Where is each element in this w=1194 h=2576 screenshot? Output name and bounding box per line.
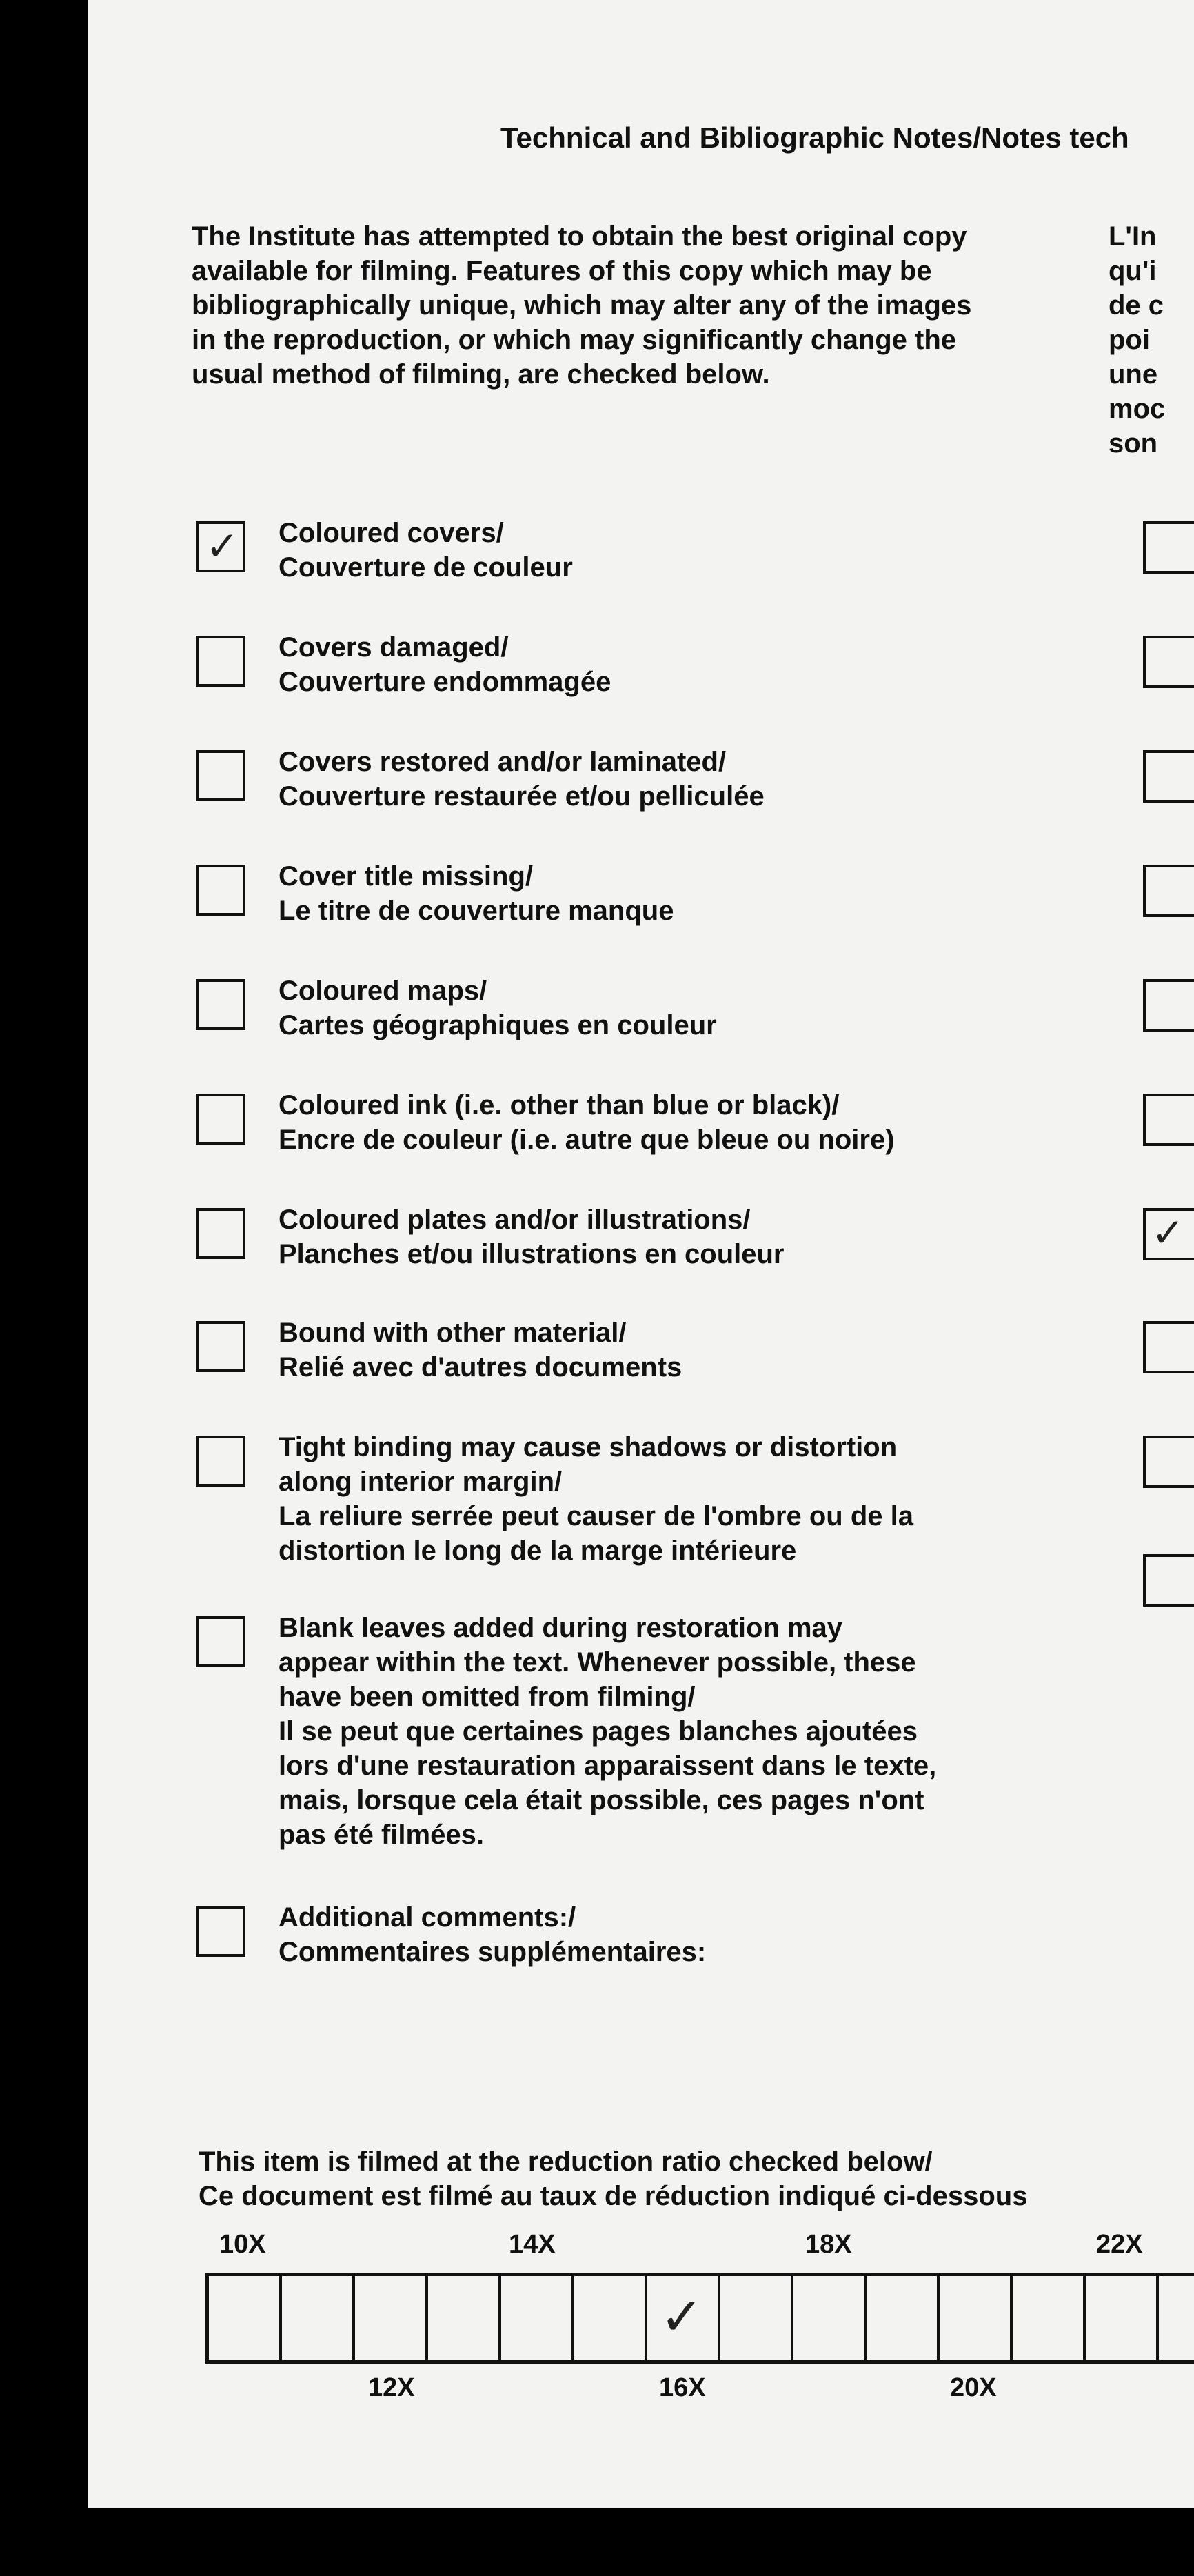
checklist-label: [279, 1611, 936, 1852]
checklist-label: [279, 1900, 706, 1969]
checklist-label-line: Relié avec d'autres documents: [279, 1352, 682, 1382]
checklist-label: [279, 859, 674, 928]
checkbox[interactable]: [1143, 1321, 1194, 1373]
checklist-label: [279, 630, 611, 699]
checklist-label-line: Planches et/ou illustrations en couleur: [279, 1239, 785, 1269]
ratio-label: 20X: [950, 2373, 997, 2402]
reduction-line-french: Ce document est filmé au taux de réduction indiqué ci-dessous: [199, 2181, 1028, 2211]
checkbox[interactable]: [196, 865, 245, 916]
ratio-label: 10X: [219, 2230, 266, 2259]
checkbox[interactable]: [196, 1616, 245, 1667]
checklist-label-line: Covers damaged/: [279, 632, 509, 663]
checkmark-icon: ✓: [205, 524, 239, 569]
ratio-cell[interactable]: [793, 2276, 867, 2360]
checklist-label-line: pas été filmées.: [279, 1820, 484, 1850]
checklist-label-line: lors d'une restauration apparaissent dans le texte,: [279, 1751, 937, 1781]
french-intro-fragment: [1109, 219, 1165, 461]
checklist-label-line: Bound with other material/: [279, 1318, 627, 1348]
checklist-label-line: appear within the text. Whenever possible, these: [279, 1647, 916, 1678]
ratio-label: 22X: [1096, 2230, 1143, 2259]
checklist-label-line: Le titre de couverture manque: [279, 896, 674, 926]
checklist-label-line: distortion le long de la marge intérieure: [279, 1536, 797, 1566]
checklist-label: [279, 974, 717, 1043]
checklist-label-line: Covers restored and/or laminated/: [279, 747, 727, 777]
checklist-label-line: Coloured ink (i.e. other than blue or black)/: [279, 1090, 840, 1120]
ratio-cell[interactable]: [282, 2276, 355, 2360]
ratio-cell[interactable]: [428, 2276, 501, 2360]
intro-paragraph: The Institute has attempted to obtain the best original copy available for filming. Features of this copy which may be bibliographically unique, which may alter any of the images in the reproduction, or which may significantly change the usual method of filming, are checked below.: [192, 221, 972, 390]
checkbox[interactable]: [1143, 865, 1194, 917]
checklist-label-line: Encre de couleur (i.e. autre que bleue ou noire): [279, 1125, 895, 1155]
checkbox[interactable]: [196, 1094, 245, 1145]
checklist-label-line: Cartes géographiques en couleur: [279, 1010, 717, 1040]
checklist-label-line: Couverture de couleur: [279, 552, 573, 583]
french-intro-line: de c: [1109, 290, 1164, 321]
checklist-label-line: Cover title missing/: [279, 861, 533, 892]
checkbox[interactable]: [1143, 1554, 1194, 1607]
checkbox[interactable]: [196, 1436, 245, 1487]
checklist-label-line: Il se peut que certaines pages blanches ajoutées: [279, 1716, 918, 1747]
checkbox[interactable]: [196, 521, 245, 572]
checklist-label-line: Blank leaves added during restoration may: [279, 1613, 843, 1643]
notes-sheet: [88, 0, 1194, 2508]
reduction-line-english: This item is filmed at the reduction ratio checked below/: [199, 2146, 933, 2177]
checklist-label-line: Tight binding may cause shadows or distortion: [279, 1432, 898, 1462]
checklist-label-line: Couverture restaurée et/ou pelliculée: [279, 781, 765, 812]
ratio-label: 18X: [805, 2230, 852, 2259]
checkbox[interactable]: [1143, 979, 1194, 1032]
ratio-label: 16X: [659, 2373, 706, 2402]
checklist-label: [279, 516, 573, 585]
ratio-cell[interactable]: [501, 2276, 574, 2360]
checkbox[interactable]: [1143, 750, 1194, 803]
checkbox[interactable]: [196, 979, 245, 1030]
ratio-cell[interactable]: [867, 2276, 940, 2360]
french-intro-line: son: [1109, 428, 1158, 459]
ratio-cell[interactable]: [1159, 2276, 1194, 2360]
french-intro-line: moc: [1109, 394, 1166, 424]
checkbox[interactable]: [196, 1321, 245, 1372]
checkbox[interactable]: [196, 1208, 245, 1259]
checklist-label-line: along interior margin/: [279, 1467, 563, 1497]
checkbox[interactable]: [1143, 636, 1194, 688]
checklist-label-line: Commentaires supplémentaires:: [279, 1937, 707, 1967]
checklist-label-line: have been omitted from filming/: [279, 1682, 696, 1712]
checklist-label: [279, 1203, 785, 1271]
reduction-ratio-text: [199, 2144, 1027, 2213]
checklist-label-line: Couverture endommagée: [279, 667, 611, 697]
french-intro-line: qu'i: [1109, 256, 1157, 286]
checkmark-icon: ✓: [1151, 1211, 1185, 1256]
checklist-label: [279, 1316, 682, 1385]
checklist-label-line: Coloured plates and/or illustrations/: [279, 1205, 751, 1235]
checkmark-icon: ✓: [660, 2288, 704, 2346]
checkbox[interactable]: [1143, 1094, 1194, 1146]
french-intro-line: L'In: [1109, 221, 1157, 252]
checklist-label-line: mais, lorsque cela était possible, ces pages n'ont: [279, 1785, 924, 1815]
ratio-cell[interactable]: [1013, 2276, 1086, 2360]
ratio-cell[interactable]: [647, 2276, 720, 2360]
checklist-label: [279, 1088, 895, 1157]
checklist-label: [279, 1430, 913, 1568]
checklist-label: [279, 745, 765, 814]
checkbox[interactable]: [1143, 1436, 1194, 1488]
french-intro-line: poi: [1109, 325, 1150, 355]
checklist-label-line: La reliure serrée peut causer de l'ombre ou de la: [279, 1501, 913, 1531]
checkbox[interactable]: [1143, 1208, 1194, 1260]
french-intro-line: une: [1109, 359, 1158, 390]
ratio-label: 14X: [509, 2230, 556, 2259]
reduction-ratio-grid: [205, 2273, 1194, 2364]
checklist-label-line: Coloured covers/: [279, 518, 504, 548]
checkbox[interactable]: [1143, 521, 1194, 574]
checkbox[interactable]: [196, 750, 245, 801]
checklist-label-line: Coloured maps/: [279, 976, 487, 1006]
ratio-cell[interactable]: [720, 2276, 793, 2360]
page-title: Technical and Bibliographic Notes/Notes tech: [500, 121, 1129, 154]
checkbox[interactable]: [196, 1906, 245, 1957]
checklist-label-line: Additional comments:/: [279, 1902, 576, 1933]
ratio-cell[interactable]: [355, 2276, 428, 2360]
ratio-label: 12X: [368, 2373, 415, 2402]
ratio-cell[interactable]: [574, 2276, 647, 2360]
ratio-cell[interactable]: [209, 2276, 282, 2360]
checkbox[interactable]: [196, 636, 245, 687]
ratio-cell[interactable]: [1086, 2276, 1159, 2360]
ratio-cell[interactable]: [940, 2276, 1013, 2360]
